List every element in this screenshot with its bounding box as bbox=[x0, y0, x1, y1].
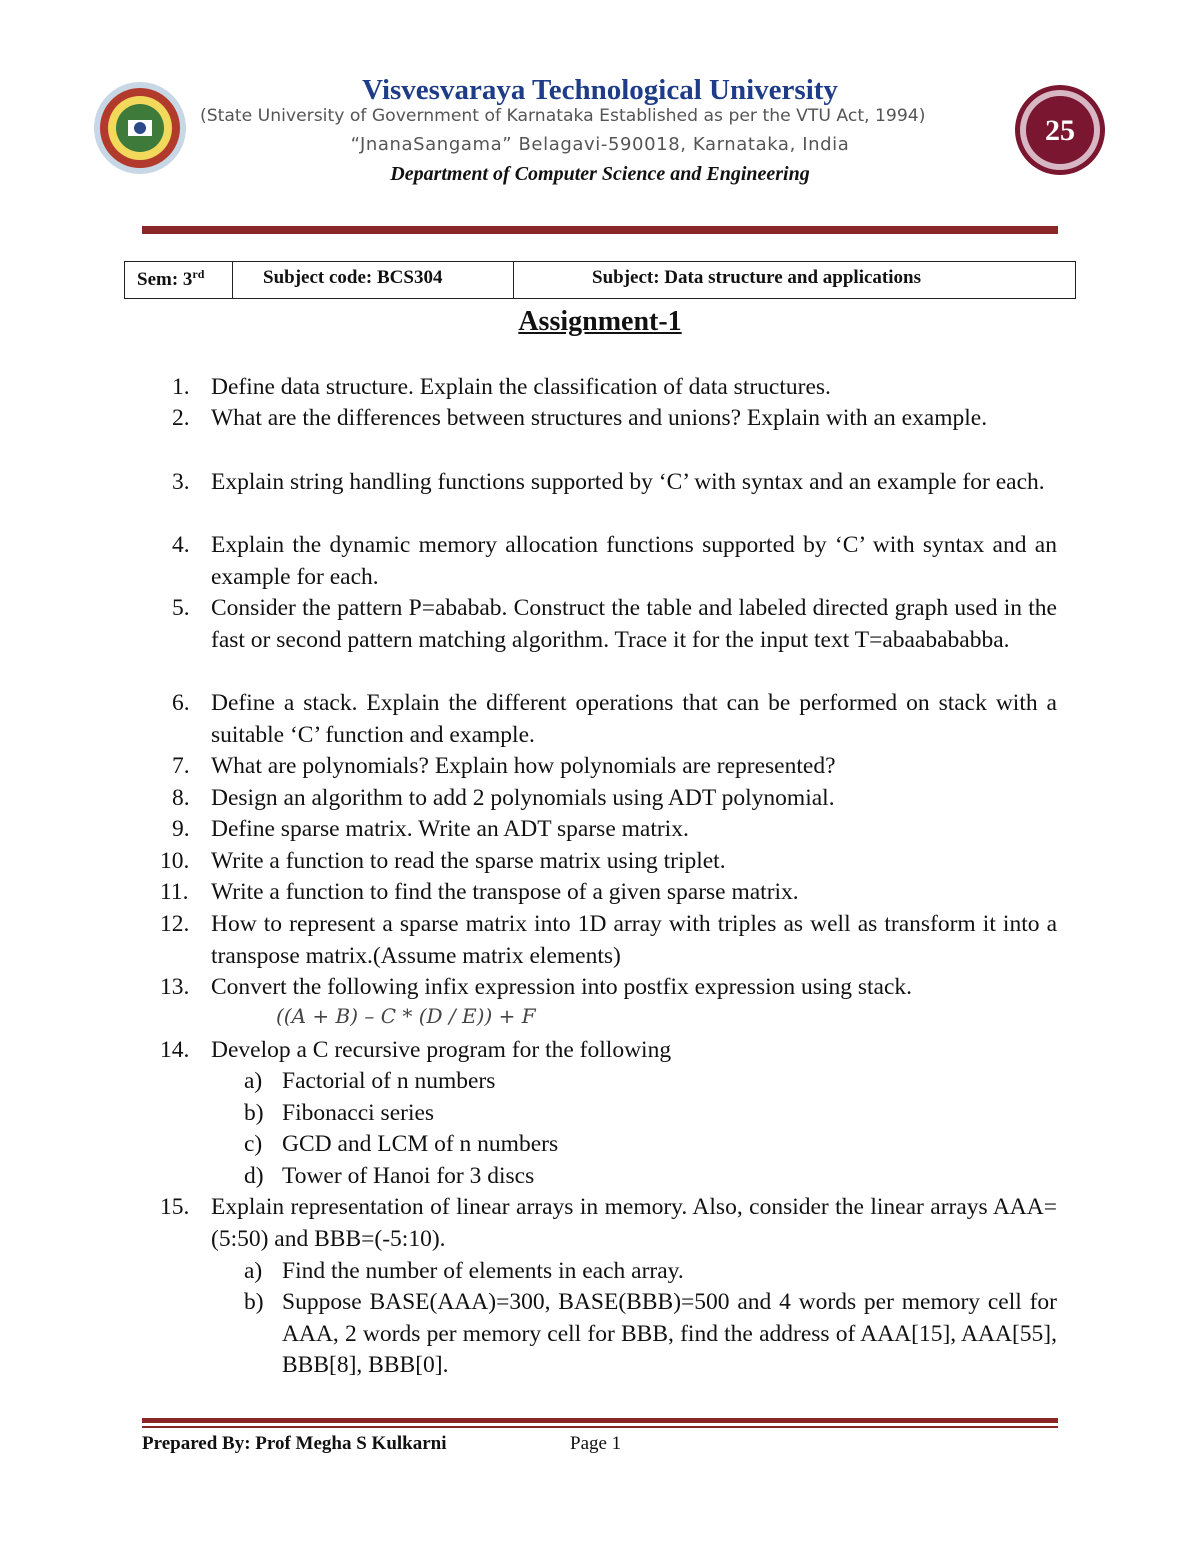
question-number: 4. bbox=[172, 532, 190, 558]
course-info-table bbox=[124, 261, 1076, 299]
university-name: Visvesvaraya Technological University bbox=[362, 74, 838, 106]
question-text: Convert the following infix expression into postfix expression using stack. bbox=[211, 974, 912, 1000]
subitem-label: b) bbox=[244, 1289, 264, 1315]
department-name: Department of Computer Science and Engineering bbox=[390, 163, 810, 185]
university-address: “JnanaSangama” Belagavi-590018, Karnataka, India bbox=[350, 134, 850, 155]
question-number: 9. bbox=[172, 816, 190, 842]
subitem-text: Factorial of n numbers bbox=[282, 1068, 496, 1094]
question-number: 2. bbox=[172, 405, 190, 431]
subitem-text: GCD and LCM of n numbers bbox=[282, 1131, 559, 1157]
question-number: 12. bbox=[160, 911, 190, 937]
subitem-text: Tower of Hanoi for 3 discs bbox=[282, 1163, 535, 1189]
university-subtitle: (State University of Government of Karnataka Established as per the VTU Act, 1994) bbox=[200, 106, 926, 126]
footer-divider-thin bbox=[142, 1426, 1058, 1428]
question-text: Explain representation of linear arrays in memory. Also, consider the linear arrays AAA=(5:50) and BBB=(-5:10). bbox=[211, 1194, 1057, 1252]
question-number: 13. bbox=[160, 974, 190, 1000]
semester-suffix: rd bbox=[192, 267, 205, 281]
header-divider bbox=[142, 226, 1058, 234]
infix-expression: ((A + B) – C * (D / E)) + F bbox=[276, 1004, 536, 1028]
subitem-label: a) bbox=[244, 1068, 263, 1094]
subitem-label: d) bbox=[244, 1163, 264, 1189]
subitem-label: b) bbox=[244, 1100, 264, 1126]
question-number: 1. bbox=[172, 374, 190, 400]
question-text: Write a function to read the sparse matrix using triplet. bbox=[211, 848, 726, 874]
subject-code-cell: Subject code: BCS304 bbox=[233, 262, 514, 298]
question-text: What are the differences between structures and unions? Explain with an example. bbox=[211, 405, 988, 431]
subitem-text: Find the number of elements in each array. bbox=[282, 1258, 684, 1284]
question-number: 8. bbox=[172, 785, 190, 811]
question-text: Develop a C recursive program for the following bbox=[211, 1037, 672, 1063]
semester-cell bbox=[125, 262, 233, 298]
footer-divider bbox=[142, 1418, 1058, 1423]
subject-cell: Subject: Data structure and applications bbox=[592, 267, 921, 288]
subitem-label: a) bbox=[244, 1258, 263, 1284]
question-number: 5. bbox=[172, 595, 190, 621]
question-number: 10. bbox=[160, 848, 190, 874]
question-text: Define data structure. Explain the classification of data structures. bbox=[211, 374, 831, 400]
question-number: 6. bbox=[172, 690, 190, 716]
subitem-text: Fibonacci series bbox=[282, 1100, 435, 1126]
question-text: Design an algorithm to add 2 polynomials using ADT polynomial. bbox=[211, 785, 835, 811]
question-number: 11. bbox=[160, 879, 189, 905]
page-number: Page 1 bbox=[570, 1433, 622, 1454]
subitem-label: c) bbox=[244, 1131, 263, 1157]
question-text: Consider the pattern P=ababab. Construct the table and labeled directed graph used in the fast or second pattern matching algorithm. Trace it for the input text T=abaabababba. bbox=[211, 595, 1057, 653]
question-number: 7. bbox=[172, 753, 190, 779]
question-number: 14. bbox=[160, 1037, 190, 1063]
question-text: Define a stack. Explain the different operations that can be performed on stack with a suitable ‘C’ function and example. bbox=[211, 690, 1057, 748]
question-text: Write a function to find the transpose of a given sparse matrix. bbox=[211, 879, 799, 905]
question-number: 15. bbox=[160, 1194, 190, 1220]
prepared-by: Prepared By: Prof Megha S Kulkarni bbox=[142, 1433, 447, 1454]
question-text: What are polynomials? Explain how polynomials are represented? bbox=[211, 753, 836, 779]
question-text: Define sparse matrix. Write an ADT sparse matrix. bbox=[211, 816, 689, 842]
question-text: How to represent a sparse matrix into 1D array with triples as well as transform it into a transpose matrix.(Assume matrix elements) bbox=[211, 911, 1057, 969]
assignment-title: Assignment-1 bbox=[518, 306, 682, 337]
question-text: Explain string handling functions supported by ‘C’ with syntax and an example for each. bbox=[211, 469, 1045, 495]
semester-label: Sem: 3 bbox=[137, 269, 193, 290]
question-text: Explain the dynamic memory allocation functions supported by ‘C’ with syntax and an example for each. bbox=[211, 532, 1057, 590]
subitem-text: Suppose BASE(AAA)=300, BASE(BBB)=500 and 4 words per memory cell for AAA, 2 words per memory cell for BBB, find the address of AAA[15], AAA[55], BBB[8], BBB[0]. bbox=[282, 1289, 1057, 1379]
question-number: 3. bbox=[172, 469, 190, 495]
badge-number: 25 bbox=[1045, 114, 1075, 147]
